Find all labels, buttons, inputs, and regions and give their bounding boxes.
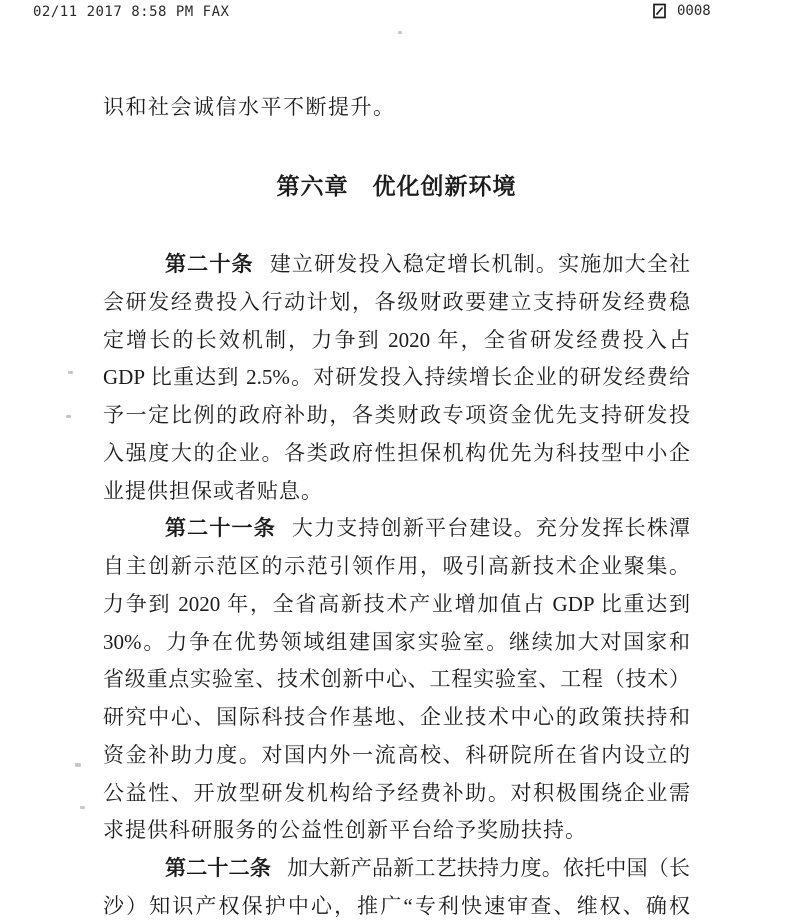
article-20-line-3: 定增长的长效机制，力争到 2020 年，全省研发经费投入占 <box>103 327 690 352</box>
continuation-paragraph-text: 识和社会诚信水平不断提升。 <box>103 95 396 119</box>
fax-noise-speck <box>68 371 73 374</box>
article-20-line-5: 予一定比例的政府补助，各类财政专项资金优先支持研发投 <box>103 403 690 427</box>
article-20-line-2: 会研发经费投入行动计划，各级财政要建立支持研发经费稳 <box>103 289 690 314</box>
article-21-first-line-text: 大力支持创新平台建设。充分发挥长株潭 <box>291 516 691 541</box>
article-22-line-1 <box>103 850 690 888</box>
article-21-line-8: 公益性、开放型研发机构给予经费补助。对积极围绕企业需 <box>103 780 690 805</box>
article-21-line-2: 自主创新示范区的示范引领作用，吸引高新技术企业聚集。 <box>103 554 690 578</box>
fax-noise-speck <box>66 415 71 418</box>
article-22-number: 第二十二条 <box>165 856 272 880</box>
fax-page-counter <box>653 3 711 19</box>
fax-timestamp: 02/11 2017 8:58 PM FAX <box>33 4 230 20</box>
fax-document-icon <box>653 3 666 19</box>
article-21-line-6: 研究中心、国际科技合作基地、企业技术中心的政策扶持和 <box>103 705 690 729</box>
article-21-line-5: 省级重点实验室、技术创新中心、工程实验室、工程（技术） <box>103 667 690 692</box>
article-20-line-6: 入强度大的企业。各类政府性担保机构优先为科技型中小企 <box>103 440 690 465</box>
article-22-first-line-text: 加大新产品新工艺扶持力度。依托中国（长 <box>287 856 691 880</box>
article-21-line-1 <box>103 510 690 548</box>
article-20-first-line-text: 建立研发投入稳定增长机制。实施加大全社 <box>269 252 691 276</box>
article-22-line-2: 沙）知识产权保护中心，推广“专利快速审查、维权、确权 <box>103 893 690 918</box>
article-21-line-4: 30%。力争在优势领域组建国家实验室。继续加大对国家和 <box>103 629 690 654</box>
article-20-last-line: 业提供担保或者贴息。 <box>103 478 323 503</box>
article-20-line-4: GDP 比重达到 2.5%。对研发投入持续增长企业的研发经费给 <box>103 365 690 390</box>
article-21-last-line: 求提供科研服务的公益性创新平台给予奖励扶持。 <box>103 818 587 843</box>
article-21-line-7: 资金补助力度。对国内外一流高校、科研院所在省内设立的 <box>103 742 690 767</box>
fax-noise-speck <box>75 763 81 767</box>
fax-header <box>33 4 229 20</box>
article-20-line-1 <box>103 246 690 284</box>
document-body <box>103 246 690 922</box>
article-21-line-3: 力争到 2020 年，全省高新技术产业增加值占 GDP 比重达到 <box>103 591 690 616</box>
chapter-heading: 第六章 优化创新环境 <box>276 174 517 199</box>
article-21-number: 第二十一条 <box>165 516 276 541</box>
fax-noise-speck <box>398 31 402 34</box>
fax-noise-speck <box>80 806 85 809</box>
article-20-number: 第二十条 <box>165 252 254 276</box>
fax-page-number: 0008 <box>677 3 711 19</box>
